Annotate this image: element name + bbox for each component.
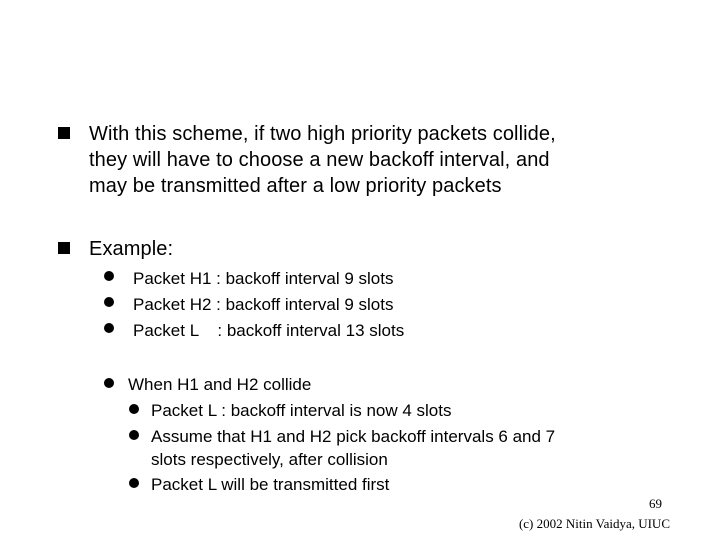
collide-item-1: Packet L : backoff interval is now 4 slots (151, 401, 452, 420)
footer-credit: (c) 2002 Nitin Vaidya, UIUC (518, 516, 670, 531)
dot-bullet-icon (104, 323, 114, 333)
square-bullet-icon (58, 127, 70, 139)
dot-bullet-icon (129, 478, 139, 488)
dot-bullet-icon (104, 297, 114, 307)
dot-bullet-icon (104, 271, 114, 281)
square-bullet-icon (58, 242, 70, 254)
collide-item-3: Packet L will be transmitted first (151, 475, 390, 494)
bullet-1-line-3: may be transmitted after a low priority packets (89, 175, 502, 197)
bullet-2-line-1: Example: (89, 238, 174, 260)
dot-bullet-icon (129, 404, 139, 414)
page-number: 69 (649, 496, 662, 511)
bullet-1-line-1: With this scheme, if two high priority packets collide, (89, 123, 556, 145)
example-item-2: Packet H2 : backoff interval 9 slots (133, 295, 394, 314)
collide-item-2-line-1: Assume that H1 and H2 pick backoff intervals 6 and 7 (151, 427, 556, 446)
example-item-1: Packet H1 : backoff interval 9 slots (133, 269, 394, 288)
collide-item-2-line-2: slots respectively, after collision (151, 450, 388, 469)
example-item-3: Packet L : backoff interval 13 slots (133, 321, 405, 340)
dot-bullet-icon (104, 378, 114, 388)
collide-heading: When H1 and H2 collide (128, 375, 312, 394)
bullet-1-line-2: they will have to choose a new backoff interval, and (89, 149, 550, 171)
dot-bullet-icon (129, 430, 139, 440)
